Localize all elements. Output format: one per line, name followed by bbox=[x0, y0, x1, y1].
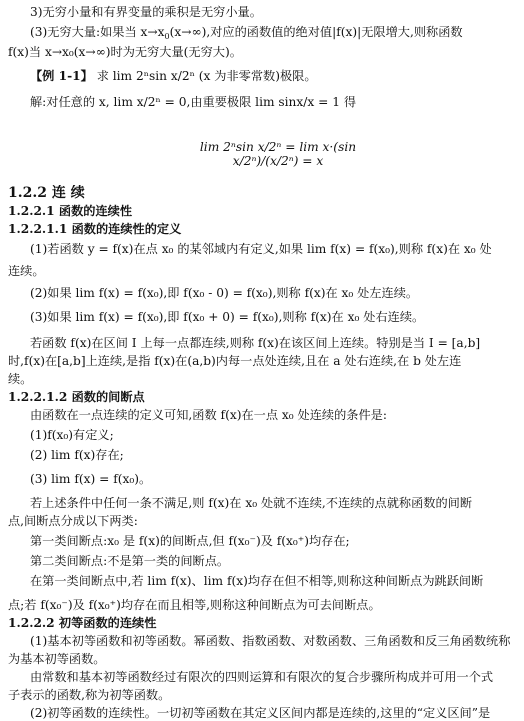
text-line: (2) lim f(x)存在; bbox=[30, 448, 124, 462]
text-line: 点,间断点分成以下两类: bbox=[8, 514, 138, 528]
text-line: 由常数和基本初等函数经过有限次的四则运算和有限次的复合步骤所构成并可用一个式 bbox=[30, 670, 494, 684]
text-line: 续。 bbox=[8, 372, 33, 386]
text-line: (2)如果 lim f(x) = f(x₀),即 f(x₀ - 0) = f(x₀),则称 f(x)在 x₀ 处左连续。 bbox=[30, 286, 419, 300]
subsubsection-heading: 1.2.2.1.2 函数的间断点 bbox=[8, 390, 145, 404]
text-line: 第二类间断点:不是第一类的间断点。 bbox=[30, 554, 230, 568]
text-line: 由函数在一点连续的定义可知,函数 f(x)在一点 x₀ 处连续的条件是: bbox=[30, 408, 387, 422]
subsubsection-heading: 1.2.2.1.1 函数的连续性的定义 bbox=[8, 222, 182, 236]
text-line: 在第一类间断点中,若 lim f(x)、lim f(x)均存在但不相等,则称这种间断点为跳跃间断 bbox=[30, 574, 484, 588]
text-line: (2)初等函数的连续性。一切初等函数在其定义区间内都是连续的,这里的“定义区间”是 bbox=[30, 706, 491, 720]
example-label: 【例 1-1】 bbox=[30, 69, 93, 83]
text-line: 若函数 f(x)在区间 I 上每一点都连续,则称 f(x)在该区间上连续。特别是当 I = [a,b] bbox=[30, 336, 481, 350]
example-line: 【例 1-1】 求 lim 2ⁿsin x/2ⁿ (x 为非零常数)极限。 bbox=[30, 69, 317, 83]
text-line: 时,f(x)在[a,b]上连续,是指 f(x)在(a,b)内每一点处连续,且在 a 处右连续,在 b 处左连 bbox=[8, 354, 462, 368]
text-line: 点;若 f(x₀⁻)及 f(x₀⁺)均存在而且相等,则称这种间断点为可去间断点。 bbox=[8, 598, 381, 612]
solution-line: 解:对任意的 x, lim x/2ⁿ = 0,由重要极限 lim sinx/x = 1 得 bbox=[30, 95, 357, 109]
text-line: f(x)当 x→x₀(x→∞)时为无穷大量(无穷大)。 bbox=[8, 45, 242, 59]
text-line: (3) lim f(x) = f(x₀)。 bbox=[30, 472, 152, 486]
subsection-heading: 1.2.2.2 初等函数的连续性 bbox=[8, 616, 157, 630]
text-line: (1)基本初等函数和初等函数。幂函数、指数函数、对数函数、三角函数和反三角函数统称 bbox=[30, 634, 511, 648]
text-line: 子表示的函数,称为初等函数。 bbox=[8, 688, 171, 702]
text-line: 连续。 bbox=[8, 264, 45, 278]
subsection-heading: 1.2.2.1 函数的连续性 bbox=[8, 204, 133, 218]
text-line: 为基本初等函数。 bbox=[8, 652, 106, 666]
text-line: (1)f(x₀)有定义; bbox=[30, 428, 114, 442]
section-heading: 1.2.2 连 续 bbox=[8, 185, 85, 201]
text-line: (3)无穷大量:如果当 $x\to x_0(x\to\infty)$,对应的函数值的绝对值|f(x)|无限增大,则称函数 bbox=[30, 25, 463, 41]
text-line: (3)如果 lim f(x) = f(x₀),即 f(x₀ + 0) = f(x₀),则称 f(x)在 x₀ 处右连续。 bbox=[30, 310, 425, 324]
text-line: 3)无穷小量和有界变量的乘积是无穷小量。 bbox=[30, 5, 262, 19]
display-formula: lim 2ⁿsin x/2ⁿ = lim x·(sin x/2ⁿ)/(x/2ⁿ) = x bbox=[199, 140, 357, 168]
text-line: (1)若函数 y = f(x)在点 x₀ 的某邻域内有定义,如果 lim f(x) = f(x₀),则称 f(x)在 x₀ 处 bbox=[30, 242, 492, 256]
text-line: 第一类间断点:x₀ 是 f(x)的间断点,但 f(x₀⁻)及 f(x₀⁺)均存在; bbox=[30, 534, 350, 548]
text-line: 若上述条件中任何一条不满足,则 f(x)在 x₀ 处就不连续,不连续的点就称函数的间断 bbox=[30, 496, 473, 510]
